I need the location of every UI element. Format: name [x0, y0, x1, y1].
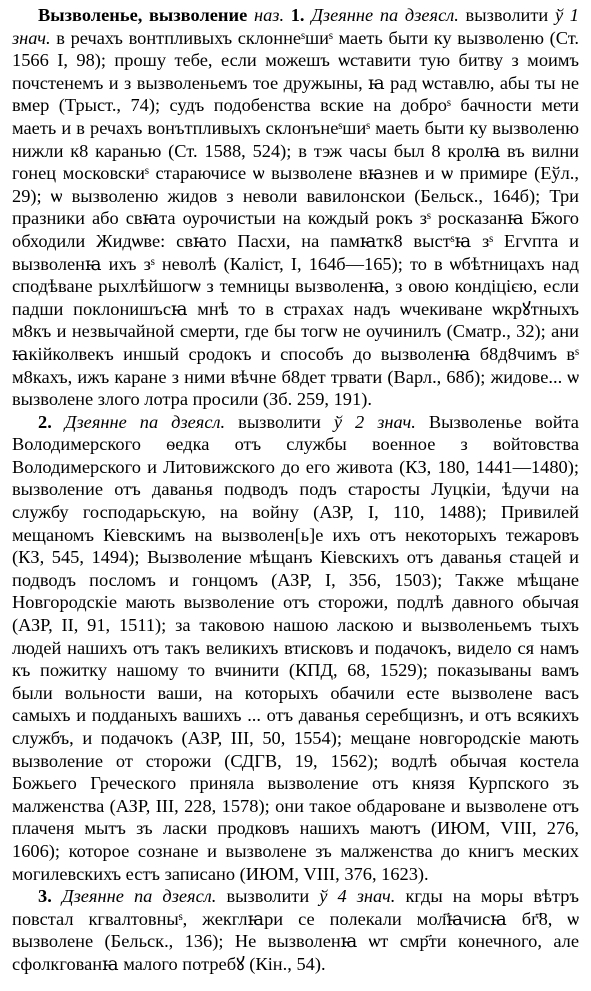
sense-meaning: ў 4 знач.	[319, 886, 396, 907]
sense-number: 3.	[38, 886, 52, 907]
sense-definition: Дзеянне па дзеясл.	[311, 5, 459, 25]
sense-meaning: ў 2 знач.	[333, 411, 416, 432]
sense-2-paragraph	[12, 411, 579, 885]
sense-definition: Дзеянне па дзеясл.	[61, 886, 217, 907]
sense-verb: вызволити	[465, 5, 549, 25]
sense-verb: вызволити	[238, 411, 321, 432]
sense-citations: Вызволенье войта Володимерского ѳедка отъ службы военное з войтовства Володимерского и Литовижского до его живота (КЗ, 180, 1441—1480); вызволение отъ даванья подводъ подъ старосты Луцкіи, ѣдучи на службу господарьскую, на войну (АЗР, I, 110, 1488); Привилей мещаномъ Кіевскимъ на вызволен[ь]е ихъ отъ некоторыхъ тежаровъ (КЗ, 545, 1494); Вызволение мѣщанъ Кіевскихъ отъ даванья стацей и подводъ посломъ и гонцомъ (АЗР, I, 356, 1503); Также мѣщане Новгородскіе мають вызволение отъ сторожи, подлѣ давного обычая (АЗР, II, 91, 1511); за таковою нашою ласкою и вызволеньемъ тыхъ людей нашихъ отъ такъ великихъ втисковъ и подачокъ, видело ся намъ къ пожитку нашому то вчинити (КПД, 68, 1529); показываны вамъ были вольности ваши, на которыхъ обачили есте вызволене васъ самыхъ и подданыхъ вашихъ ... отъ даванья серебщизнъ, и отъ всякихъ службъ, и подачокъ (АЗР, III, 50, 1554); мещане новгородскіе мають вызволение от сторожи (СДГВ, 19, 1562); водлѣ обычая костела Божьего Греческого приняла вызволение отъ князя Курпского зъ малженства (АЗР, III, 228, 1578); они такое обдароване и вызволене отъ плаченя мытъ зъ ласки продковъ нашихъ маютъ (ИЮМ, VIII, 276, 1606); которое сознане и вызволене зъ малженства до книгъ меских могилевскихъ естъ записано (ИЮМ, VIII, 376, 1623).	[12, 411, 579, 884]
sense-number: 1.	[290, 5, 305, 25]
sense-verb: вызволити	[226, 886, 310, 907]
sense-3-paragraph	[12, 885, 579, 975]
sense-number: 2.	[38, 411, 52, 432]
sense-citations: кгды на моры вѣтръ повстал кгвалтовныˢ, жекглꙗри се полекали мол҃ꙗчисꙗ бг҃8, ѡ вызволене (Бельск., 136); Не вызволенꙗ ѡт смр҃ти конечного, але сфолкгованꙗ малого потребꙋ (Кін., 54).	[12, 886, 579, 974]
headword: Вызволенье, вызволение	[38, 5, 248, 25]
sense-meaning: ў 1 знач.	[12, 5, 579, 48]
sense-citations: в речахъ вонтпливыхъ склоннеˢшиˢ маеть быти ку вызволеню (Ст. 1566 I, 98); прошу тебе, если можешъ ѡставити тую битву з моимъ почстенемъ и з вызволеньемъ тое дружыны, ꙗ рад ѡставлю, абы ты не вмер (Трыст., 74); судъ подобенства вскиe на доброˢ бачности мети маеть и в речахъ вонътпливыхъ склонънеˢшиˢ маеть быти ку вызволеню нижли к8 каранью (Ст. 1588, 524); в тэж часы был 8 кролꙗ въ вилни гонец московскиˢ стараючисе ѡ вызволене вꙗзнев и ѡ примире (Еўл., 29); ѡ вызволеню жидов з неволи вавилонскои (Бельск., 164б); Три празники або свꙗта оурочистыи на кождый рокъ зˢ росказанꙗ Б҃жого обходили Жидѡве: свꙗто Пасхи, на памꙗтк8 выстˢꙗ зˢ Егvпта и вызволенꙗ ихъ зˢ неволѣ (Каліст, I, 164б—165); то в ѡбѣтницахъ над сподѣване рыхлѣйшогѡ з темницы вызволенꙗ, з овою кондіцією, если падши поклонишъсꙗ мнѣ то в страхах надъ ѡчекиване ѡкрꙋтныхъ м8къ и незвычайной смерти, где бы тогѡ не оучинилъ (Сматр., 32); ани ꙗкійколвекъ иншый сродокъ и способъ до вызволенꙗ б8д8чимъ вˢ м8кахъ, ижъ каране з ними вѣчне б8дет трвати (Варл., 68б); жидове... ѡ вызволене злого лотра просили (Зб. 259, 191).	[12, 27, 579, 410]
sense-1-paragraph	[12, 4, 579, 411]
headword-gloss: наз.	[253, 5, 285, 25]
sense-definition: Дзеянне па дзеясл.	[64, 411, 226, 432]
